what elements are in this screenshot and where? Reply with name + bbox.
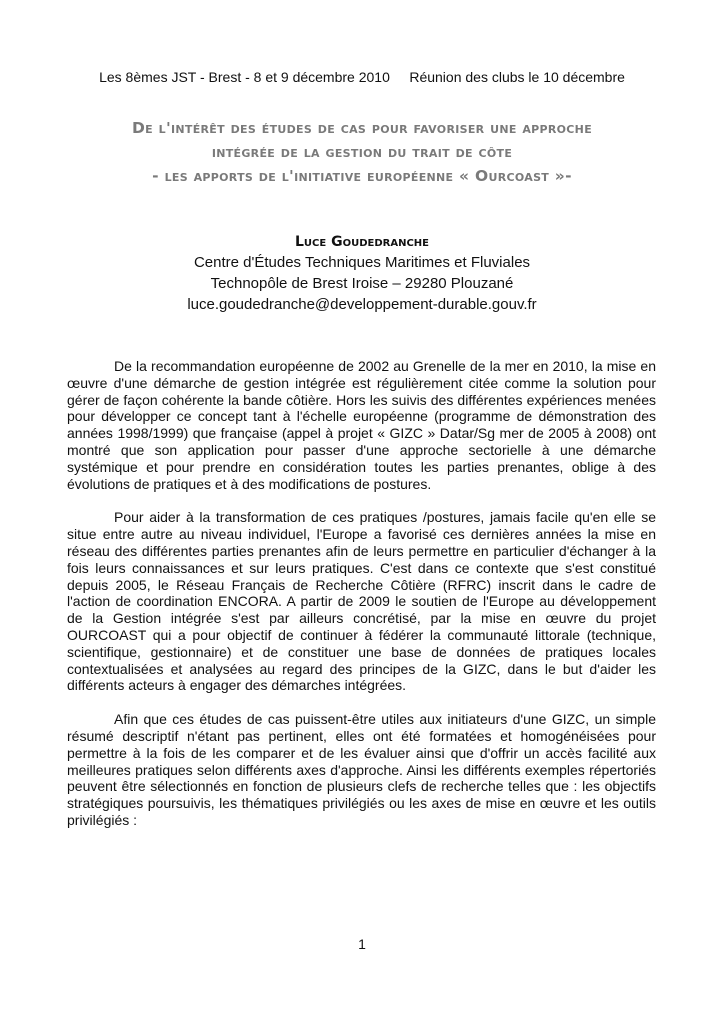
paragraph-3: Afin que ces études de cas puissent-être utiles aux initiateurs d'une GIZC, un simple résumé descriptif n'étant pas pertinent, elles ont été formatées et homogénéisées pour permettre à la fois de les comparer et de les évaluer ainsi que d'offrir un accès facilité aux meilleures pratiques selon différents axes d'approche. Ainsi les différents exemples répertoriés peuvent être sélectionnés en fonction de plusieurs clefs de recherche telles que : les objectifs stratégiques poursuivis, les thématiques privilégiés ou les axes de mise en œuvre et les outils privilégiés :	[67, 711, 656, 828]
header-event: Les 8èmes JST - Brest - 8 et 9 décembre 2010	[99, 69, 390, 85]
author-name: Luce Goudedranche	[295, 234, 429, 250]
page-number: 1	[358, 936, 366, 952]
author-affiliation: Centre d'Études Techniques Maritimes et Fluviales	[193, 254, 531, 271]
title-line-3: - les apports de l'initiative européenne « Ourcoast »-	[152, 167, 572, 185]
author-email: luce.goudedranche@developpement-durable.gouv.fr	[187, 296, 537, 313]
header-meeting: Réunion des clubs le 10 décembre	[409, 69, 625, 85]
paragraph-2: Pour aider à la transformation de ces pratiques /postures, jamais facile qu'en elle se situe entre autre au niveau individuel, l'Europe a favorisé ces dernières années la mise en réseau des différentes parties prenantes afin de leurs permettre en particulier d'échanger à la fois leurs connaissances et sur leurs pratiques. C'est dans ce contexte que s'est constitué depuis 2005, le Réseau Français de Recherche Côtière (RFRC) inscrit dans le cadre de l'action de coordination ENCORA. A partir de 2009 le soutien de l'Europe au développement de la Gestion intégrée s'est par ailleurs concrétisé, par la mise en œuvre du projet OURCOAST qui a pour objectif de continuer à fédérer la communauté littorale (technique, scientifique, gestionnaire) et de constituer une base de données de pratiques locales contextualisées et analysées au regard des principes de la GIZC, dans le but d'aider les différents acteurs à engager des démarches intégrées.	[67, 509, 656, 694]
title-line-1: De l'intérêt des études de cas pour favoriser une approche	[131, 119, 593, 137]
document-title	[70, 116, 654, 188]
paragraph-1: De la recommandation européenne de 2002 au Grenelle de la mer en 2010, la mise en œuvre d'une démarche de gestion intégrée est régulièrement citée comme la solution pour gérer de façon cohérente la bande côtière. Hors les suivis des différentes expériences menées pour développer ce concept tant à l'échelle européenne (programme de démonstration des années 1998/1999) que française (appel à projet « GIZC » Datar/Sg mer de 2005 à 2008) ont montré que son application pour passer d'une approche sectorielle à une démarche systémique et pour prendre en considération toutes les parties prenantes, oblige à des évolutions de pratiques et à des modifications de postures.	[67, 358, 656, 492]
running-header	[0, 69, 724, 85]
author-address: Technopôle de Brest Iroise – 29280 Plouzané	[210, 275, 514, 292]
body-text	[67, 358, 656, 846]
author-block	[0, 232, 724, 315]
title-line-2: intégrée de la gestion du trait de côte	[211, 143, 513, 161]
